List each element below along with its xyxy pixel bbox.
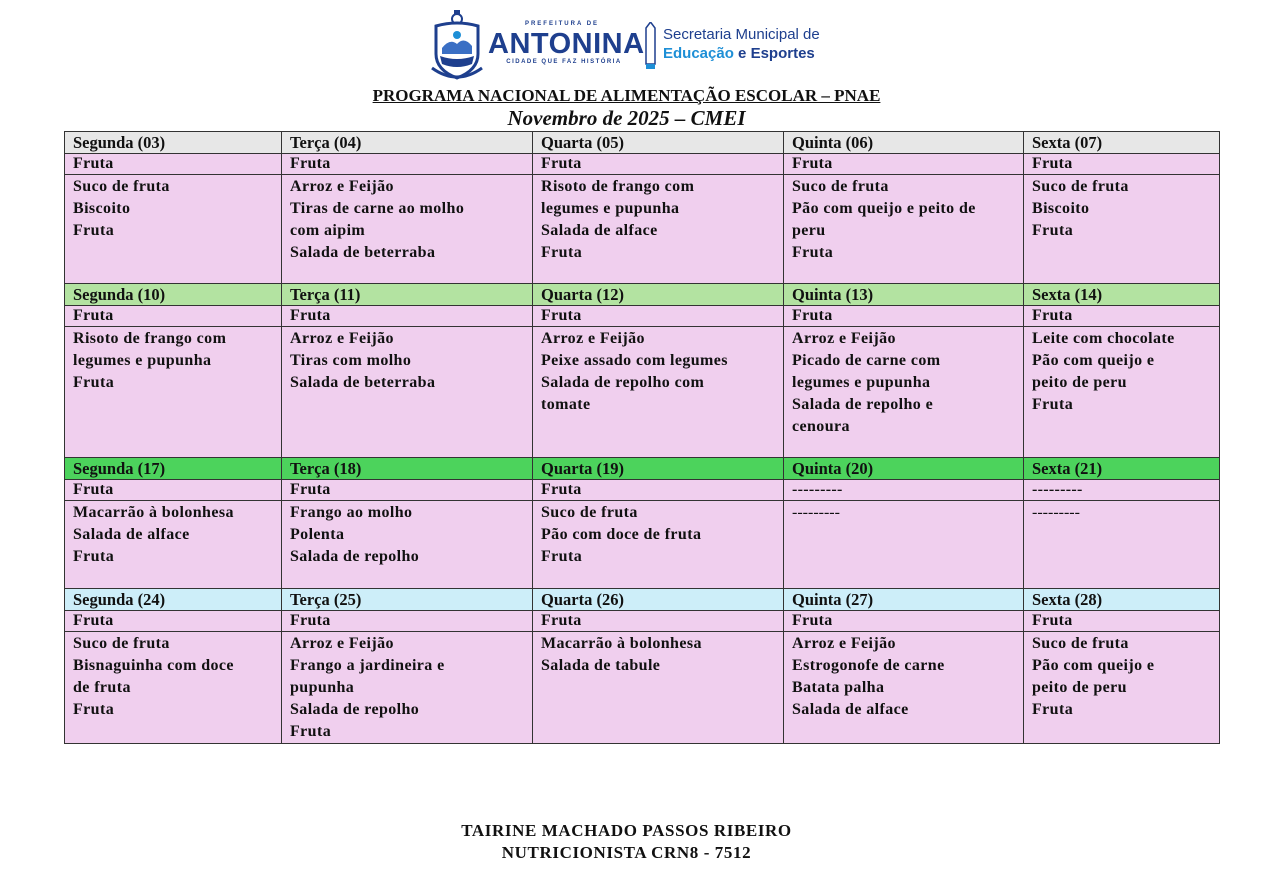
logo-city-name: ANTONINA bbox=[488, 28, 645, 60]
logo-esportes: Esportes bbox=[750, 45, 815, 62]
meal-cell bbox=[65, 632, 282, 744]
meal-item: Pão com queijo e bbox=[1032, 657, 1155, 674]
meal-item: Pão com doce de fruta bbox=[541, 526, 702, 543]
meal-item: Fruta bbox=[290, 723, 332, 740]
meal-item: Salada de alface bbox=[541, 222, 658, 239]
meal-item: Salada de repolho bbox=[290, 548, 420, 565]
snack-cell: Fruta bbox=[65, 480, 282, 501]
meal-item: Salada de repolho com bbox=[541, 374, 705, 391]
meal-item: Fruta bbox=[73, 548, 115, 565]
meal-row bbox=[65, 327, 1220, 458]
day-label: Quarta (05) bbox=[533, 132, 784, 154]
logo-prefeitura-label: PREFEITURA DE bbox=[524, 21, 600, 27]
meal-item: legumes e pupunha bbox=[73, 352, 212, 369]
meal-item: Fruta bbox=[541, 244, 583, 261]
meal-item: Suco de fruta bbox=[1032, 178, 1129, 195]
meal-item: Suco de fruta bbox=[541, 504, 638, 521]
week-header-row bbox=[65, 589, 1220, 611]
day-label: Quarta (26) bbox=[533, 589, 784, 611]
meal-item: Pão com queijo e bbox=[1032, 352, 1155, 369]
meal-cell bbox=[282, 632, 533, 744]
meal-item: Peixe assado com legumes bbox=[541, 352, 728, 369]
meal-item: --------- bbox=[792, 504, 840, 521]
snack-cell: Fruta bbox=[282, 611, 533, 632]
meal-cell bbox=[1024, 175, 1220, 284]
snack-cell: Fruta bbox=[1024, 611, 1220, 632]
snack-cell: Fruta bbox=[533, 154, 784, 175]
meal-cell bbox=[1024, 327, 1220, 458]
snack-row bbox=[65, 611, 1220, 632]
nutritionist-name: TAIRINE MACHADO PASSOS RIBEIRO bbox=[461, 821, 792, 840]
meal-item: Fruta bbox=[1032, 396, 1074, 413]
meal-cell bbox=[1024, 632, 1220, 744]
meal-item: Risoto de frango com bbox=[541, 178, 695, 195]
snack-cell: Fruta bbox=[65, 611, 282, 632]
meal-item: peito de peru bbox=[1032, 374, 1127, 391]
meal-item: Frango ao molho bbox=[290, 504, 413, 521]
logo-e: e bbox=[733, 45, 751, 62]
day-label: Sexta (14) bbox=[1024, 284, 1220, 306]
meal-item: Arroz e Feijão bbox=[290, 635, 394, 652]
meal-item: com aipim bbox=[290, 222, 366, 239]
meal-item: Arroz e Feijão bbox=[541, 330, 645, 347]
snack-cell: Fruta bbox=[533, 611, 784, 632]
meal-item: Fruta bbox=[1032, 701, 1074, 718]
day-label: Segunda (03) bbox=[65, 132, 282, 154]
meal-item: Fruta bbox=[792, 244, 834, 261]
meal-cell bbox=[282, 501, 533, 589]
meal-cell bbox=[784, 632, 1024, 744]
meal-item: Salada de alface bbox=[792, 701, 909, 718]
meal-cell bbox=[65, 501, 282, 589]
day-label: Terça (25) bbox=[282, 589, 533, 611]
meal-item: Arroz e Feijão bbox=[792, 330, 896, 347]
meal-item: Bisnaguinha com doce bbox=[73, 657, 234, 674]
snack-row bbox=[65, 306, 1220, 327]
meal-item: Arroz e Feijão bbox=[792, 635, 896, 652]
meal-cell bbox=[533, 632, 784, 744]
day-label: Quarta (12) bbox=[533, 284, 784, 306]
day-label: Segunda (10) bbox=[65, 284, 282, 306]
meal-item: Biscoito bbox=[1032, 200, 1090, 217]
program-title: PROGRAMA NACIONAL DE ALIMENTAÇÃO ESCOLAR – PNAE bbox=[372, 86, 881, 105]
meal-item: Polenta bbox=[290, 526, 345, 543]
meal-item: Suco de fruta bbox=[73, 635, 170, 652]
logo-educacao: Educação bbox=[663, 45, 734, 62]
meal-item: Salada de repolho bbox=[290, 701, 420, 718]
snack-cell: Fruta bbox=[282, 154, 533, 175]
meal-item: peru bbox=[792, 222, 826, 239]
nutritionist-registration: NUTRICIONISTA CRN8 - 7512 bbox=[501, 843, 752, 862]
meal-item: Fruta bbox=[73, 374, 115, 391]
meal-item: Fruta bbox=[73, 701, 115, 718]
meal-row bbox=[65, 501, 1220, 589]
meal-item: Leite com chocolate bbox=[1032, 330, 1175, 347]
meal-item: Frango a jardineira e bbox=[290, 657, 445, 674]
meal-cell bbox=[784, 501, 1024, 589]
day-label: Sexta (21) bbox=[1024, 458, 1220, 480]
meal-item: Batata palha bbox=[792, 679, 885, 696]
meal-item: Biscoito bbox=[73, 200, 131, 217]
meal-item: cenoura bbox=[792, 418, 850, 435]
meal-item: --------- bbox=[1032, 504, 1080, 521]
meal-item: de fruta bbox=[73, 679, 131, 696]
city-crest-icon bbox=[428, 8, 486, 82]
menu-table bbox=[64, 131, 1220, 744]
logo-slogan: CIDADE QUE FAZ HISTÓRIA bbox=[506, 59, 622, 65]
meal-row bbox=[65, 175, 1220, 284]
snack-row bbox=[65, 154, 1220, 175]
meal-item: pupunha bbox=[290, 679, 355, 696]
meal-item: Fruta bbox=[541, 548, 583, 565]
meal-item: Risoto de frango com bbox=[73, 330, 227, 347]
logo-secretaria-line1: Secretaria Municipal de bbox=[663, 26, 820, 43]
snack-cell: --------- bbox=[784, 480, 1024, 501]
meal-item: Salada de tabule bbox=[541, 657, 661, 674]
day-label: Quinta (06) bbox=[784, 132, 1024, 154]
meal-item: Estrogonofe de carne bbox=[792, 657, 945, 674]
pencil-icon bbox=[645, 22, 656, 70]
snack-cell: Fruta bbox=[1024, 154, 1220, 175]
meal-row bbox=[65, 632, 1220, 744]
snack-cell: Fruta bbox=[784, 154, 1024, 175]
meal-cell bbox=[784, 175, 1024, 284]
meal-item: Salada de beterraba bbox=[290, 374, 436, 391]
meal-cell bbox=[282, 327, 533, 458]
meal-item: Picado de carne com bbox=[792, 352, 941, 369]
meal-item: peito de peru bbox=[1032, 679, 1127, 696]
meal-cell bbox=[65, 175, 282, 284]
snack-cell: Fruta bbox=[533, 480, 784, 501]
meal-item: Pão com queijo e peito de bbox=[792, 200, 976, 217]
logo-secretaria-line2 bbox=[663, 45, 815, 63]
day-label: Quinta (27) bbox=[784, 589, 1024, 611]
day-label: Quarta (19) bbox=[533, 458, 784, 480]
snack-cell: Fruta bbox=[533, 306, 784, 327]
meal-item: Tiras de carne ao molho bbox=[290, 200, 465, 217]
meal-cell bbox=[533, 501, 784, 589]
meal-cell bbox=[282, 175, 533, 284]
meal-item: Salada de repolho e bbox=[792, 396, 934, 413]
snack-cell: Fruta bbox=[1024, 306, 1220, 327]
meal-item: Suco de fruta bbox=[73, 178, 170, 195]
meal-item: legumes e pupunha bbox=[541, 200, 680, 217]
meal-item: Arroz e Feijão bbox=[290, 178, 394, 195]
snack-row bbox=[65, 480, 1220, 501]
day-label: Terça (18) bbox=[282, 458, 533, 480]
meal-item: Suco de fruta bbox=[792, 178, 889, 195]
snack-cell: Fruta bbox=[282, 480, 533, 501]
day-label: Segunda (24) bbox=[65, 589, 282, 611]
day-label: Segunda (17) bbox=[65, 458, 282, 480]
meal-item: Salada de beterraba bbox=[290, 244, 436, 261]
day-label: Terça (04) bbox=[282, 132, 533, 154]
meal-item: Arroz e Feijão bbox=[290, 330, 394, 347]
meal-cell bbox=[65, 327, 282, 458]
meal-item: tomate bbox=[541, 396, 591, 413]
snack-cell: Fruta bbox=[65, 154, 282, 175]
meal-cell bbox=[1024, 501, 1220, 589]
week-header-row bbox=[65, 132, 1220, 154]
meal-item: Salada de alface bbox=[73, 526, 190, 543]
day-label: Sexta (28) bbox=[1024, 589, 1220, 611]
meal-cell bbox=[784, 327, 1024, 458]
meal-cell bbox=[533, 327, 784, 458]
snack-cell: Fruta bbox=[784, 611, 1024, 632]
week-header-row bbox=[65, 458, 1220, 480]
week-header-row bbox=[65, 284, 1220, 306]
day-label: Terça (11) bbox=[282, 284, 533, 306]
menu-subtitle: Novembro de 2025 – CMEI bbox=[507, 106, 746, 130]
day-label: Quinta (13) bbox=[784, 284, 1024, 306]
meal-item: Fruta bbox=[1032, 222, 1074, 239]
meal-item: Macarrão à bolonhesa bbox=[73, 504, 234, 521]
meal-item: Suco de fruta bbox=[1032, 635, 1129, 652]
snack-cell: --------- bbox=[1024, 480, 1220, 501]
meal-cell bbox=[533, 175, 784, 284]
meal-item: Fruta bbox=[73, 222, 115, 239]
snack-cell: Fruta bbox=[65, 306, 282, 327]
meal-item: Macarrão à bolonhesa bbox=[541, 635, 702, 652]
day-label: Sexta (07) bbox=[1024, 132, 1220, 154]
meal-item: Tiras com molho bbox=[290, 352, 412, 369]
snack-cell: Fruta bbox=[282, 306, 533, 327]
snack-cell: Fruta bbox=[784, 306, 1024, 327]
meal-item: legumes e pupunha bbox=[792, 374, 931, 391]
day-label: Quinta (20) bbox=[784, 458, 1024, 480]
